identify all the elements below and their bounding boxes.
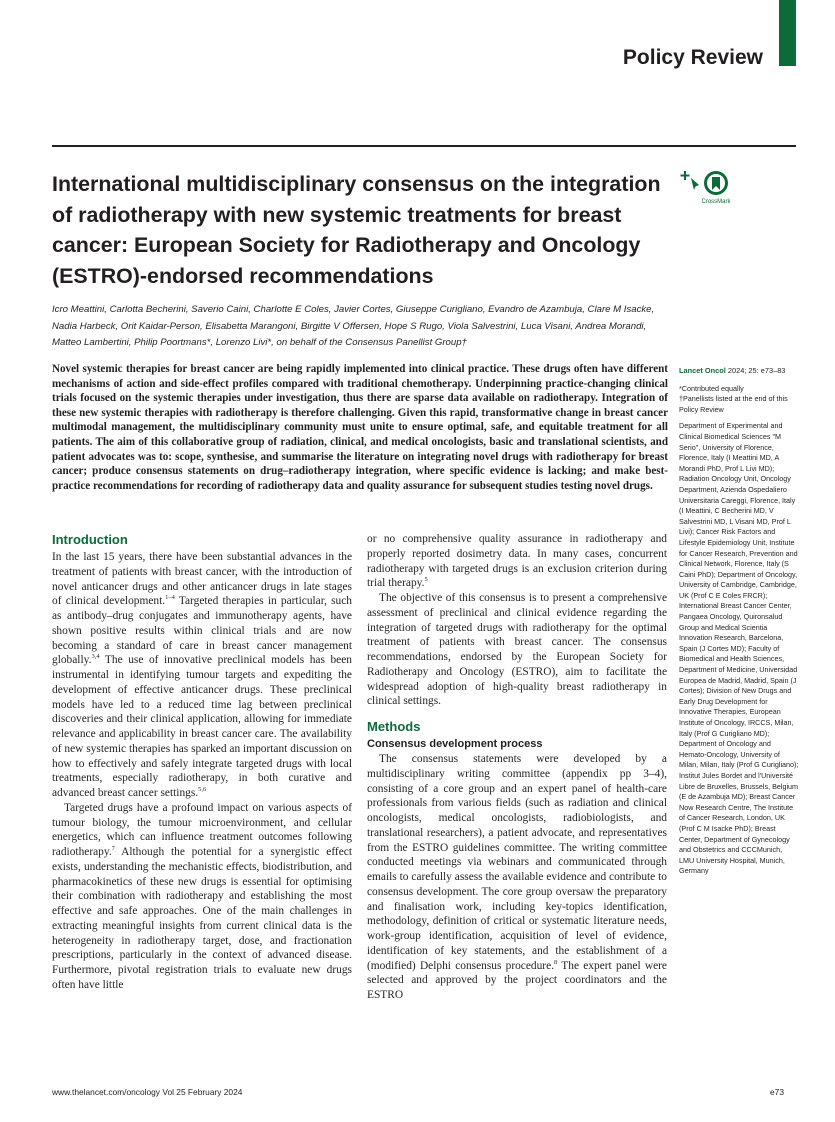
body-column-1	[52, 532, 352, 993]
intro-paragraph-2: Targeted drugs have a profound impact on various aspects of tumour biology, the tumour microenvironment, and cellular energetics, which can influence treatment outcomes following radiotherapy.$^7$ Although the potential for a synergistic effect exists, understanding the mechanistic effects, biodistribution, and pharmacokinetics of these new drugs is essential for optimising their combination with radiotherapy and establishing the most effective and safe approaches. One of the main challenges in extracting meaningful insights from current clinical data is the heterogeneity in radiotherapy target, dose, and fractionation prescriptions, particularly in the context of advanced disease. Furthermore, pivotal registration trials to evaluate new drugs often have little	[52, 801, 352, 991]
page-number: e73	[770, 1087, 784, 1097]
reference-marker[interactable]: 1–4	[165, 594, 175, 602]
reference-marker[interactable]: 3,4	[91, 653, 100, 661]
crossmark-label: CrossMark	[701, 199, 731, 205]
sidebar	[679, 366, 799, 877]
crossmark-icon	[679, 170, 735, 210]
reference-marker[interactable]: 8	[554, 958, 558, 966]
abstract: Novel systemic therapies for breast cancer are being rapidly implemented into clinical practice. These drugs often have different mechanisms of action and side-effect profiles compared with traditional chemotherapy. Underpinning practice-changing clinical trials focused on the systemic therapies under investigation, thus there are sparse data available on radiotherapy. Integration of these new systemic therapies with radiotherapy is therefore challenging. Given this rapid, transformative change in breast cancer multimodal management, the multidisciplinary community must unite to ensure optimal, safe, and equitable treatment for all patients. The aim of this collaborative group of radiation, clinical, and medical oncologists, basic and translational scientists, and patient advocates was to: scope, synthesise, and summarise the literature on integrating novel drugs with radiotherapy for breast cancer; produce consensus statements on drug–radiotherapy integration, where specific evidence is lacking; and make best-practice recommendations for recording of radiotherapy data and quality assurance for subsequent studies testing novel drugs.	[52, 363, 668, 492]
methods-subheading: Consensus development process	[367, 738, 543, 750]
reference-marker[interactable]: 7	[111, 845, 115, 853]
methods-heading: Methods	[367, 719, 421, 734]
intro-paragraph-4: The objective of this consensus is to present a comprehensive assessment of preclinical and clinical evidence regarding the integration of targeted drugs with radiotherapy for the optimal treatment of patients with breast cancer. The consensus recommendations, endorsed by the European Society for Radiotherapy and Oncology (ESTRO), aim to facilitate the widespread adoption of high-quality breast radiotherapy in clinical settings.	[367, 592, 667, 708]
intro-paragraph-3: or no comprehensive quality assurance in radiotherapy and properly reported dosimetry data. In many cases, concurrent radiotherapy with targeted drugs is an exclusion criterion during trial therapy.$^5$	[367, 533, 667, 590]
reference-marker[interactable]: 5,6	[198, 786, 207, 794]
section-label: Policy Review	[622, 46, 763, 69]
footnote-panellists: †Panellists listed at the end of this Policy Review	[679, 394, 788, 414]
section-color-bar	[779, 0, 796, 66]
citation: Lancet Oncol 2024; 25: e73–83	[679, 366, 786, 375]
affiliations: Department of Experimental and Clinical Biomedical Sciences "M Serio", University of Florence, Florence, Italy (I Meattini MD, A Morandi PhD, Prof L Livi MD); Radiation Oncology Unit, Oncology Department, Azienda Ospedaliero Universitaria Careggi, Florence, Italy (I Meattini, C Becherini MD, V Salvestrini MD, L Visani MD, Prof L Livi); Cancer Risk Factors and Lifestyle Epidemiology Unit, Institute for Cancer Research, Prevention and Clinical Network, Florence, Italy (S Caini PhD); Department of Oncology, University of Cambridge, Cambridge, UK (Prof C E Coles FRCR); International Breast Cancer Center, Pangaea Oncology, Quironsalud Group and Medical Scientia Innovation Research, Barcelona, Spain (J Cortes MD); Faculty of Biomedical and Health Sciences, Department of Medicine, Universidad Europea de Madrid, Madrid, Spain (J Cortes); Division of New Drugs and Early Drug Development for Innovative Therapies, European Institute of Oncology, IRCCS, Milan, Italy (Prof G Curigliano MD); Department of Oncology and Hemato-Oncology, University of Milan, Milan, Italy (Prof G Curigliano); Institut Jules Bordet and l'Université Libre de Bruxelles, Brussels, Belgium (E de Azambuja MD); Breast Cancer Now Research Centre, The Institute of Cancer Research, London, UK (Prof C M Isacke PhD); Breast Center, Department of Gynecology and Obstetrics and CCCMunich, LMU University Hospital, Munich, Germany	[679, 421, 799, 876]
intro-paragraph-1: In the last 15 years, there have been substantial advances in the treatment of patients with breast cancer, with the introduction of novel anticancer drugs and other anticancer drugs in late stages of clinical development.$^{1-4}$ Targeted therapies in particular, such as antibody–drug conjugates and immunotherapy agents, have shown positive results within clinical trials and are now becoming a standard of care in breast cancer management globally.$^{3,4}$ The use of innovative preclinical models has been instrumental in identifying tumour targets and expediting the development of effective anticancer drugs. These preclinical models have led to a reduced time lag between preclinical discoveries and their clinical application, allowing for immediate relevance and applicability in breast cancer care. The availability of new systemic therapies has sparked an important discussion on how to effectively and safely integrate targeted drugs with local treatments, especially radiotherapy, in both curative and advanced breast cancer settings.$^{5,6}$	[52, 551, 352, 799]
body-column-2	[367, 532, 667, 1003]
header-rule	[52, 145, 796, 147]
crossmark-badge[interactable]	[679, 170, 735, 210]
author-list: Icro Meattini, Carlotta Becherini, Saverio Caini, Charlotte E Coles, Javier Cortes, Giuseppe Curigliano, Evandro de Azambuja, Clare M Isacke, Nadia Harbeck, Orit Kaidar-Person, Elisabetta Marangoni, Birgitte V Offersen, Hope S Rugo, Viola Salvestrini, Luca Visani, Andrea Morandi, Matteo Lambertini, Philip Poortmans*, Lorenzo Livi*, on behalf of the Consensus Panellist Group†	[52, 304, 655, 348]
footnote-equal-contribution: *Contributed equally	[679, 383, 744, 393]
journal-name: Lancet Oncol	[679, 366, 726, 375]
footer-journal-info[interactable]: www.thelancet.com/oncology Vol 25 February 2024	[52, 1087, 243, 1097]
reference-marker[interactable]: 5	[424, 576, 428, 584]
article-title: International multidisciplinary consensus on the integration of radiotherapy with new systemic treatments for breast cancer: European Society for Radiotherapy and Oncology (ESTRO)-endorsed recommendations	[52, 172, 661, 288]
methods-paragraph-1: The consensus statements were developed by a multidisciplinary writing committee (appendix pp 3–4), consisting of a core group and an expert panel of health-care professionals from various fields (such as radiation and clinical oncologists, medical oncologists, radiobiologists, and translational researchers), a patient advocate, and representatives from the ESTRO guidelines committee. The writing committee conducted meetings via webinars and communicated through emails to carefully assess the available evidence and contribute to consensus development. The core group oversaw the preparatory and finalisation work, including key-topics identification, methodology, definition of critical or systematic literature needs, work-group identification, acquisition of level of evidence, identification of key statements, and the establishment of a (modified) Delphi consensus procedure.$^8$ The expert panel were selected and approved by the project coordinators and the ESTRO	[367, 753, 667, 1001]
introduction-heading: Introduction	[52, 532, 128, 547]
